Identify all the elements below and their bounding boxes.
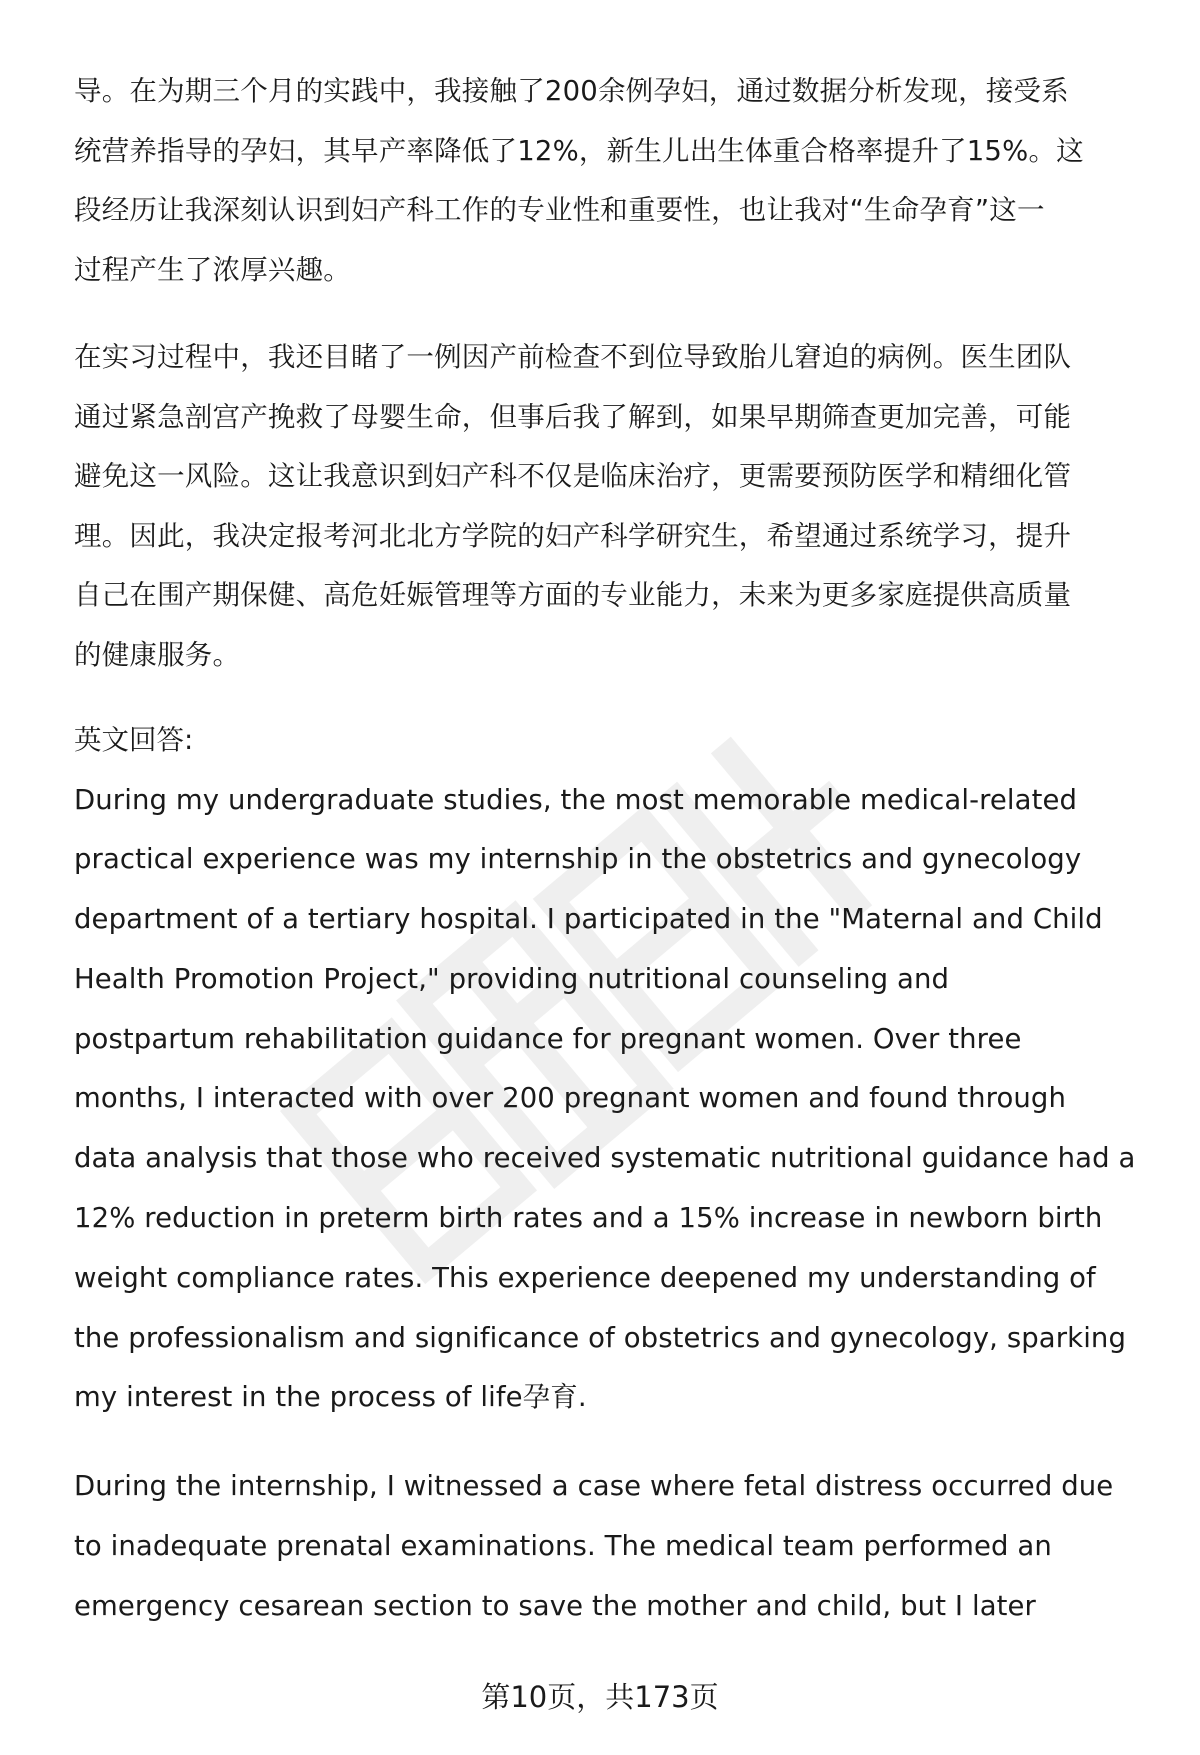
text-line: months, I interacted with over 200 pregnant women and found through xyxy=(74,1082,1066,1115)
chinese-paragraph-2 xyxy=(74,328,1152,685)
chinese-paragraph-1 xyxy=(74,62,1152,300)
text-line: 通过紧急剖宫产挽救了母婴生命，但事后我了解到，如果早期筛查更加完善，可能 xyxy=(74,400,1072,433)
text-line: During the internship, I witnessed a case where fetal distress occurred due xyxy=(74,1470,1114,1503)
page-number-footer: 第10页，共173页 xyxy=(481,1680,719,1714)
text-line: the professionalism and significance of obstetrics and gynecology, sparking xyxy=(74,1321,1127,1354)
english-paragraph-2 xyxy=(74,1457,1152,1636)
text-line: emergency cesarean section to save the mother and child, but I later xyxy=(74,1589,1036,1622)
text-line: practical experience was my internship in the obstetrics and gynecology xyxy=(74,843,1082,876)
text-line: 过程产生了浓厚兴趣。 xyxy=(74,253,351,286)
text-line: 统营养指导的孕妇，其早产率降低了12%，新生儿出生体重合格率提升了15%。这 xyxy=(74,134,1084,167)
text-line: 12% reduction in preterm birth rates and a 15% increase in newborn birth xyxy=(74,1202,1103,1235)
text-line: During my undergraduate studies, the most memorable medical-related xyxy=(74,783,1078,816)
text-line: weight compliance rates. This experience deepened my understanding of xyxy=(74,1261,1096,1294)
english-answer-label: 英文回答: xyxy=(74,724,194,756)
text-line: 在实习过程中，我还目睹了一例因产前检查不到位导致胎儿窘迫的病例。医生团队 xyxy=(74,341,1072,373)
text-line: 导。在为期三个月的实践中，我接触了200余例孕妇，通过数据分析发现，接受系 xyxy=(74,75,1069,107)
text-line: 段经历让我深刻认识到妇产科工作的专业性和重要性，也让我对“生命孕育”这一 xyxy=(74,194,1045,226)
text-line: to inadequate prenatal examinations. The medical team performed an xyxy=(74,1530,1052,1563)
text-line: 避免这一风险。这让我意识到妇产科不仅是临床治疗，更需要预防医学和精细化管 xyxy=(74,460,1072,492)
text-line: postpartum rehabilitation guidance for pregnant women. Over three xyxy=(74,1022,1022,1055)
english-paragraph-1 xyxy=(74,771,1152,1429)
text-line: data analysis that those who received systematic nutritional guidance had a xyxy=(74,1142,1136,1175)
text-line: department of a tertiary hospital. I participated in the "Maternal and Child xyxy=(74,903,1103,936)
text-line: my interest in the process of life孕育. xyxy=(74,1381,587,1414)
text-line: 理。因此，我决定报考河北北方学院的妇产科学研究生，希望通过系统学习，提升 xyxy=(74,519,1072,552)
document-body xyxy=(74,62,1152,1637)
text-line: 自己在围产期保健、高危妊娠管理等方面的专业能力，未来为更多家庭提供高质量 xyxy=(74,579,1072,611)
text-line: 的健康服务。 xyxy=(74,638,241,671)
text-line: Health Promotion Project," providing nutritional counseling and xyxy=(74,962,950,995)
